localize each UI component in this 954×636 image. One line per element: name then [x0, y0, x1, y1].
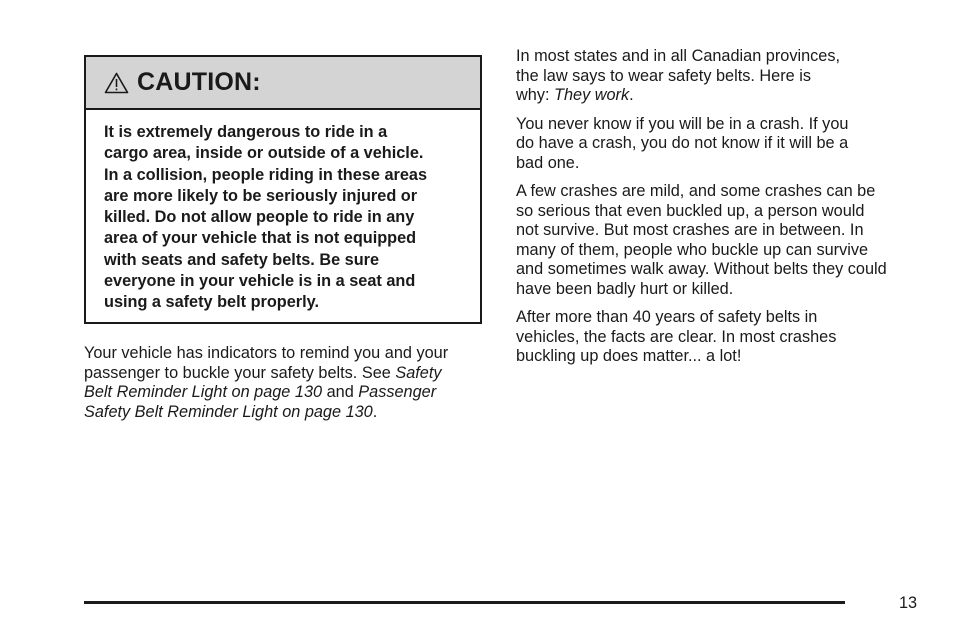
caution-line: killed. Do not allow people to ride in any — [104, 208, 415, 227]
text-line: vehicles, the facts are clear. In most crashes — [516, 327, 837, 346]
text-run: passenger to buckle your safety belts. See — [84, 363, 396, 382]
law-paragraph — [516, 47, 921, 106]
caution-body — [86, 110, 480, 314]
text-line: the law says to wear safety belts. Here is — [516, 66, 811, 85]
crash-severity-paragraph — [516, 182, 921, 299]
warning-triangle-icon — [104, 72, 129, 94]
text-line — [84, 383, 484, 403]
passenger-reminder-link[interactable]: Safety Belt Reminder Light on page 130 — [84, 402, 373, 421]
text-line — [516, 86, 921, 106]
caution-line: In a collision, people riding in these areas — [104, 165, 427, 184]
caution-line: everyone in your vehicle is in a seat and — [104, 272, 416, 291]
caution-header — [86, 57, 480, 110]
text-line: buckling up does matter... a lot! — [516, 347, 742, 365]
passenger-reminder-link[interactable]: Passenger — [358, 383, 437, 401]
text-line: A few crashes are mild, and some crashes can be — [516, 182, 876, 200]
caution-line: It is extremely dangerous to ride in a — [104, 123, 388, 141]
caution-line: with seats and safety belts. Be sure — [104, 250, 380, 269]
caution-line: using a safety belt properly. — [104, 293, 320, 312]
text-line: Your vehicle has indicators to remind you and your — [84, 344, 449, 362]
caution-line: cargo area, inside or outside of a vehicle. — [104, 144, 424, 163]
text-line: bad one. — [516, 153, 580, 172]
text-line: You never know if you will be in a crash. If you — [516, 114, 849, 133]
text-line: have been badly hurt or killed. — [516, 279, 734, 298]
text-line: After more than 40 years of safety belts in — [516, 308, 818, 326]
page-number: 13 — [899, 594, 918, 612]
safety-belt-reminder-link[interactable]: Belt Reminder Light on page 130 — [84, 383, 323, 401]
text-run: why: — [516, 86, 555, 104]
caution-line: area of your vehicle that is not equipped — [104, 229, 417, 248]
text-line: not survive. But most crashes are in between. In — [516, 221, 864, 239]
text-line — [84, 364, 484, 384]
emphasis-text: They work — [554, 86, 630, 104]
footer-rule — [84, 601, 845, 604]
text-run: . — [372, 402, 378, 421]
text-line — [84, 403, 484, 423]
facts-paragraph — [516, 308, 921, 367]
text-line: and sometimes walk away. Without belts they could — [516, 260, 887, 278]
text-line: In most states and in all Canadian provinces, — [516, 47, 840, 65]
text-run: . — [629, 86, 634, 104]
text-run: and — [322, 383, 359, 401]
reminder-paragraph — [84, 344, 484, 422]
text-line: do have a crash, you do not know if it will be a — [516, 134, 849, 152]
text-line: many of them, people who buckle up can survive — [516, 240, 869, 259]
caution-title: CAUTION: — [137, 68, 261, 96]
right-column-text — [516, 47, 921, 376]
safety-belt-reminder-link[interactable]: Safety — [395, 363, 442, 382]
text-line: so serious that even buckled up, a person would — [516, 201, 865, 220]
left-column-paragraph — [84, 344, 484, 431]
caution-box — [84, 55, 482, 324]
caution-line: are more likely to be seriously injured or — [104, 186, 418, 205]
crash-paragraph — [516, 115, 921, 174]
